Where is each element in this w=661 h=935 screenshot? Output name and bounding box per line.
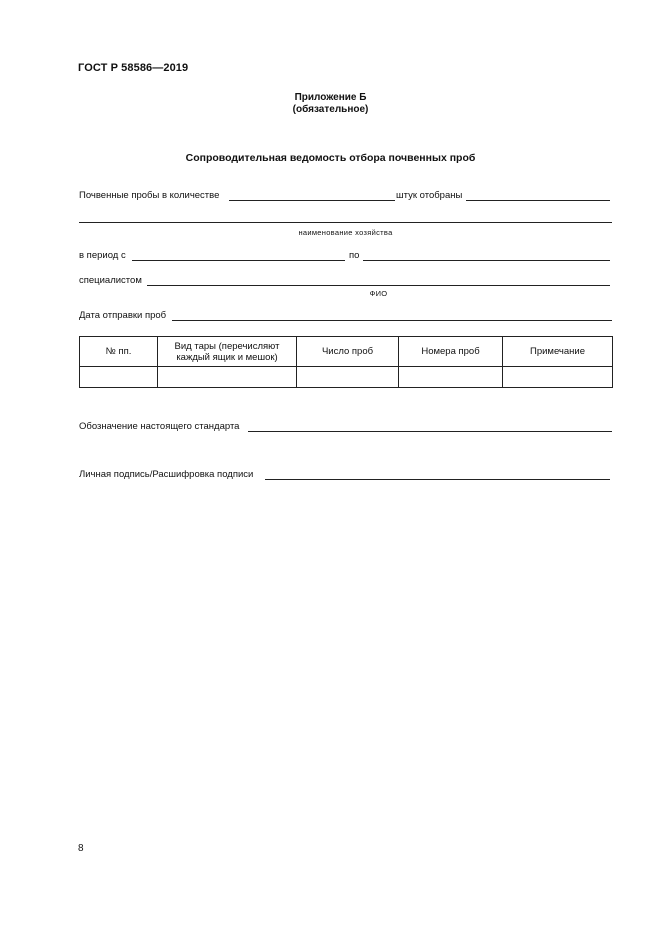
specialist-label: специалистом <box>79 275 142 286</box>
table-cell-sample-count[interactable] <box>297 367 399 388</box>
column-header-container-type: Вид тары (перечисляют каждый ящик и мешок) <box>158 337 297 367</box>
samples-count-label: Почвенные пробы в количестве <box>79 190 220 201</box>
standard-designation-label: Обозначение настоящего стандарта <box>79 421 240 432</box>
period-from-label: в период с <box>79 250 126 261</box>
samples-table <box>79 336 613 388</box>
column-header-sample-numbers: Номера проб <box>399 337 503 367</box>
table-cell-sample-numbers[interactable] <box>399 367 503 388</box>
appendix-title: Приложение Б <box>294 92 367 103</box>
period-to-label: по <box>349 250 360 261</box>
column-header-number: № пп. <box>80 337 158 367</box>
page-number: 8 <box>78 843 84 854</box>
table-cell-note[interactable] <box>503 367 613 388</box>
farm-name-line[interactable] <box>79 222 612 223</box>
table-row <box>80 367 613 388</box>
table-cell-container-type[interactable] <box>158 367 297 388</box>
period-to-line[interactable] <box>363 260 610 261</box>
column-header-sample-count: Число проб <box>297 337 399 367</box>
standard-code: ГОСТ Р 58586—2019 <box>78 62 189 74</box>
signature-label: Личная подпись/Расшифровка подписи <box>79 469 254 480</box>
samples-taken-label: штук отобраны <box>396 190 463 201</box>
dispatch-date-label: Дата отправки проб <box>79 310 167 321</box>
table-cell-number[interactable] <box>80 367 158 388</box>
standard-designation-line[interactable] <box>248 431 612 432</box>
table-header-row <box>80 337 613 367</box>
column-header-note: Примечание <box>503 337 613 367</box>
document-title: Сопроводительная ведомость отбора почвенных проб <box>185 152 476 164</box>
signature-line[interactable] <box>265 479 610 480</box>
samples-taken-line[interactable] <box>466 200 610 201</box>
period-from-line[interactable] <box>132 260 345 261</box>
dispatch-date-line[interactable] <box>172 320 612 321</box>
farm-caption: наименование хозяйства <box>298 228 393 237</box>
appendix-subtitle: (обязательное) <box>292 104 369 115</box>
specialist-line[interactable] <box>147 285 610 286</box>
fio-caption: ФИО <box>369 289 388 298</box>
samples-count-line[interactable] <box>229 200 395 201</box>
